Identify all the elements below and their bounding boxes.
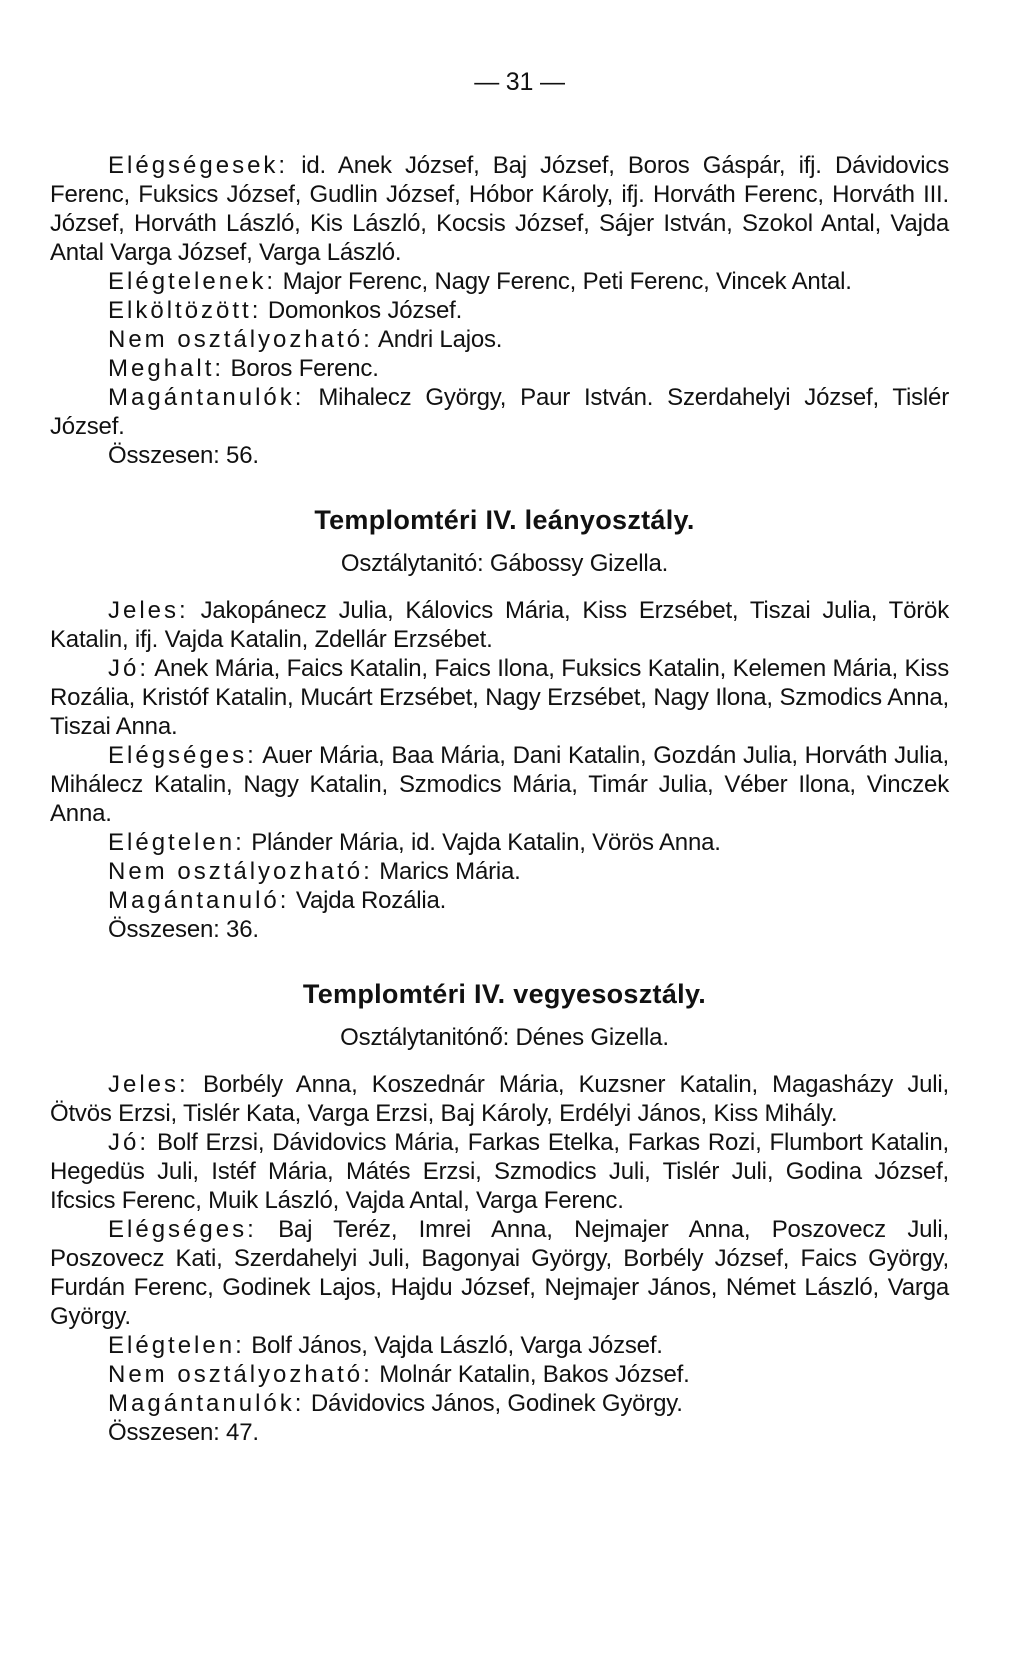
section-vegyesosztaly [50,980,949,1447]
student-list: Molnár Katalin, Bakos József. [379,1361,690,1388]
student-list: Domonkos József. [267,297,463,324]
grade-label: Jó: [108,1129,150,1156]
status-label: Magántanulók: [108,1390,305,1417]
status-paragraph-nem-osztalyozhato [50,1360,949,1389]
grade-label: Elégségesek: [108,152,289,179]
status-label: Magántanulók: [108,384,305,411]
grade-paragraph-elegseges [50,1215,949,1331]
grade-paragraph-elegtelenek [50,267,949,296]
page-number: — 31 — [474,68,565,96]
student-list: Auer Mária, Baa Mária, Dani Katalin, Gozdán Julia, Horváth Julia, Mihálecz Katalin, Nagy Katalin, Szmodics Mária, Timár Julia, Véber Ilona, Vinczek Anna. [50,742,949,827]
student-list: Dávidovics János, Godinek György. [310,1390,683,1417]
grade-paragraph-elegtelen [50,1331,949,1360]
grade-paragraph-jeles [50,596,949,654]
grade-label: Elégtelenek: [108,268,277,295]
status-paragraph-nem-osztalyozhato [50,325,949,354]
grade-label: Elégséges: [108,1216,257,1243]
grade-label: Jeles: [108,1071,189,1098]
grade-paragraph-jo [50,1128,949,1215]
total-count: Összesen: 36. [108,916,259,943]
status-paragraph-magantanulo [50,886,949,915]
status-paragraph-magantanulok [50,1389,949,1418]
grade-paragraph-jo [50,654,949,741]
student-list: id. Anek József, Baj József, Boros Gáspár, ifj. Dávidovics Ferenc, Fuksics József, Gudlin József, Hóbor Károly, ifj. Horváth Ferenc, Horváth III. József, Horváth László, Kis László, Kocsis József, Sájer István, Szokol Antal, Vajda Antal Varga József, Varga László. [50,152,949,266]
grade-paragraph-elegseges [50,741,949,828]
section-leanyosztaly [50,506,949,944]
student-list: Jakopánecz Julia, Kálovics Mária, Kiss Erzsébet, Tiszai Julia, Török Katalin, ifj. Vajda Katalin, Zdellár Erzsébet. [50,597,949,653]
student-list: Andri Lajos. [377,326,503,353]
section-title: Templomtéri IV. leányosztály. [314,505,695,535]
student-list: Anek Mária, Faics Katalin, Faics Ilona, Fuksics Katalin, Kelemen Mária, Kiss Rozália, Kristóf Katalin, Mucárt Erzsébet, Nagy Erzsébet, Nagy Ilona, Szmodics Anna, Tiszai Anna. [50,655,949,740]
section-title: Templomtéri IV. vegyesosztály. [302,979,707,1009]
total-count: Összesen: 47. [108,1419,259,1446]
class-teacher: Osztálytanitó: Gábossy Gizella. [340,550,669,577]
student-list: Plánder Mária, id. Vajda Katalin, Vörös Anna. [251,829,721,856]
student-list: Marics Mária. [379,858,521,885]
total-count: Összesen: 56. [108,442,259,469]
student-list: Baj Teréz, Imrei Anna, Nejmajer Anna, Poszovecz Juli, Poszovecz Kati, Szerdahelyi Juli, Bagonyai György, Borbély József, Faics György, Furdán Ferenc, Godinek Lajos, Hajdu József, Nejmajer János, Német László, Varga György. [50,1216,950,1330]
grade-paragraph-elegsegesek [50,151,949,267]
status-paragraph-nem-osztalyozhato [50,857,949,886]
grade-label: Elégtelen: [108,829,245,856]
status-paragraph-magantanulok [50,383,949,441]
student-list: Boros Ferenc. [230,355,379,382]
status-label: Meghalt: [108,355,225,382]
status-label: Nem osztályozható: [108,1361,373,1388]
status-label: Nem osztályozható: [108,326,373,353]
student-list: Bolf Erzsi, Dávidovics Mária, Farkas Etelka, Farkas Rozi, Flumbort Katalin, Hegedüs Juli, Istéf Mária, Mátés Erzsi, Szmodics Juli, Tislér Juli, Godina József, Ifcsics Ferenc, Muik László, Vajda Antal, Varga Ferenc. [50,1129,949,1214]
class-teacher: Osztálytanitónő: Dénes Gizella. [340,1024,669,1051]
grade-label: Jeles: [108,597,189,624]
section-continuation [50,151,949,470]
status-paragraph-elkoltozott [50,296,949,325]
student-list: Bolf János, Vajda László, Varga József. [251,1332,663,1359]
grade-paragraph-jeles [50,1070,949,1128]
status-label: Elköltözött: [108,297,262,324]
student-list: Major Ferenc, Nagy Ferenc, Peti Ferenc, Vincek Antal. [282,268,852,295]
status-label: Magántanuló: [108,887,290,914]
status-paragraph-meghalt [50,354,949,383]
student-list: Mihalecz György, Paur István. Szerdahelyi József, Tislér József. [50,384,949,440]
grade-label: Elégtelen: [108,1332,245,1359]
grade-paragraph-elegtelen [50,828,949,857]
grade-label: Elégséges: [108,742,257,769]
student-list: Vajda Rozália. [295,887,447,914]
grade-label: Jó: [108,655,150,682]
student-list: Borbély Anna, Koszednár Mária, Kuzsner Katalin, Magasházy Juli, Ötvös Erzsi, Tislér Kata, Varga Erzsi, Baj Károly, Erdélyi János, Kiss Mihály. [50,1071,949,1127]
status-label: Nem osztályozható: [108,858,373,885]
